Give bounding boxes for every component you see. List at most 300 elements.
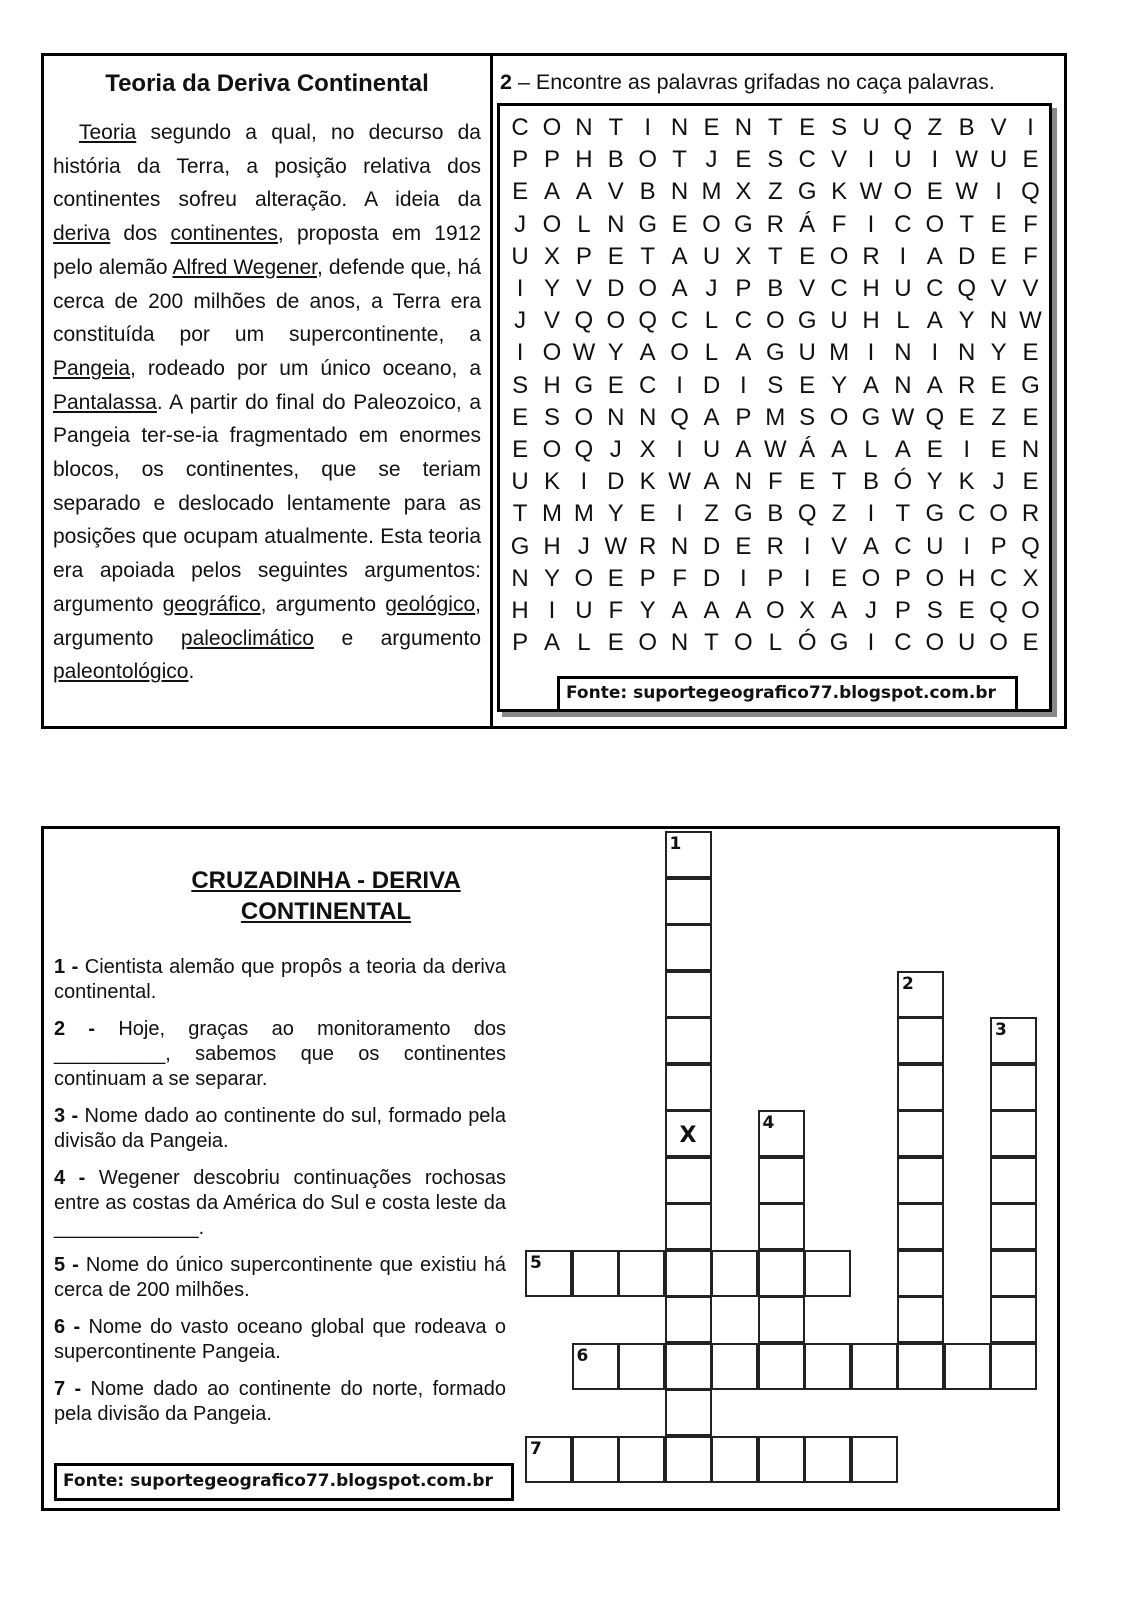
wordsearch-letter[interactable]: Q [957,275,977,302]
wordsearch-letter[interactable]: E [639,500,656,528]
wordsearch-letter[interactable]: P [767,564,784,592]
wordsearch-letter[interactable]: Z [927,114,943,141]
wordsearch-letter[interactable]: H [543,371,561,399]
wordsearch-letter[interactable]: P [735,403,752,431]
wordsearch-letter[interactable]: Y [990,339,1007,367]
wordsearch-letter[interactable]: B [767,275,784,302]
wordsearch-letter[interactable]: E [735,146,752,174]
crossword-cell[interactable] [665,1203,712,1250]
wordsearch-letter[interactable]: Q [797,500,817,528]
wordsearch-letter[interactable]: R [639,532,657,560]
wordsearch-letter[interactable]: H [862,307,880,335]
wordsearch-letter[interactable]: U [511,468,529,496]
wordsearch-letter[interactable]: O [542,114,562,141]
wordsearch-letter[interactable]: I [867,339,875,367]
crossword-cell[interactable] [804,1436,851,1483]
wordsearch-letter[interactable]: N [670,532,689,560]
wordsearch-letter[interactable]: V [607,178,624,206]
wordsearch-letter[interactable]: A [926,242,943,270]
wordsearch-letter[interactable]: O [542,339,562,367]
wordsearch-letter[interactable]: O [925,629,945,657]
wordsearch-letter[interactable]: E [607,564,624,592]
wordsearch-letter[interactable]: X [639,436,656,463]
wordsearch-letter[interactable]: V [543,307,560,335]
crossword-cell[interactable] [665,971,712,1018]
wordsearch-letter[interactable]: G [797,307,817,335]
wordsearch-letter[interactable]: Q [638,307,658,335]
wordsearch-letter[interactable]: H [511,597,529,624]
crossword-cell[interactable] [618,1250,665,1297]
wordsearch-letter[interactable]: O [765,597,785,624]
wordsearch-letter[interactable]: I [1027,114,1034,141]
wordsearch-letter[interactable]: V [831,146,848,174]
crossword-cell[interactable] [711,1436,758,1483]
wordsearch-letter[interactable]: L [704,339,719,367]
wordsearch-letter[interactable]: A [703,597,720,624]
wordsearch-letter[interactable]: C [670,307,689,335]
wordsearch-letter[interactable]: O [574,564,594,592]
wordsearch-letter[interactable]: L [864,436,878,463]
wordsearch-letter[interactable]: Q [670,403,689,431]
wordsearch-letter[interactable]: S [543,403,560,431]
crossword-cell[interactable] [572,1436,619,1483]
wordsearch-letter[interactable]: W [859,178,883,206]
wordsearch-letter[interactable]: D [607,275,625,302]
wordsearch-letter[interactable]: R [766,210,784,238]
crossword-cell[interactable] [897,1250,944,1297]
wordsearch-letter[interactable]: X [1022,564,1039,592]
wordsearch-letter[interactable]: N [639,403,657,431]
wordsearch-letter[interactable]: I [867,146,875,174]
wordsearch-letter[interactable]: O [638,146,658,174]
wordsearch-letter[interactable]: G [734,210,753,238]
crossword-cell[interactable] [990,1203,1037,1250]
wordsearch-letter[interactable]: I [740,371,747,399]
wordsearch-letter[interactable]: U [798,339,816,367]
wordsearch-letter[interactable]: S [512,371,529,399]
wordsearch-letter[interactable]: M [701,178,722,206]
wordsearch-letter[interactable]: J [577,532,590,560]
wordsearch-letter[interactable]: N [958,339,976,367]
wordsearch-letter[interactable]: C [958,500,976,528]
wordsearch-letter[interactable]: M [573,500,594,528]
wordsearch-letter[interactable]: O [702,210,721,238]
wordsearch-letter[interactable]: B [767,500,784,528]
wordsearch-letter[interactable]: U [702,242,721,270]
wordsearch-letter[interactable]: G [510,532,530,560]
wordsearch-letter[interactable]: M [829,339,850,367]
wordsearch-letter[interactable]: E [831,564,848,592]
crossword-cell[interactable] [572,1250,619,1297]
wordsearch-letter[interactable]: D [958,242,976,270]
wordsearch-letter[interactable]: O [638,629,658,657]
wordsearch-letter[interactable]: C [989,564,1008,592]
wordsearch-letter[interactable]: W [604,532,628,560]
wordsearch-letter[interactable]: N [511,564,529,592]
wordsearch-letter[interactable]: T [895,500,911,528]
wordsearch-letter[interactable]: Q [925,403,945,431]
wordsearch-letter[interactable]: W [572,339,596,367]
wordsearch-letter[interactable]: P [894,597,911,624]
wordsearch-letter[interactable]: N [894,339,912,367]
wordsearch-letter[interactable]: Y [831,371,848,399]
wordsearch-letter[interactable]: A [862,532,879,560]
wordsearch-letter[interactable]: S [831,114,848,141]
wordsearch-letter[interactable]: J [514,210,527,238]
wordsearch-letter[interactable]: A [703,468,720,496]
wordsearch-letter[interactable]: T [767,114,783,141]
crossword-cell[interactable] [851,1343,898,1390]
wordsearch-letter[interactable]: U [830,307,848,335]
wordsearch-letter[interactable]: C [894,532,912,560]
crossword-cell[interactable] [665,1110,712,1157]
wordsearch-letter[interactable]: L [768,629,782,657]
wordsearch-letter[interactable]: W [891,403,915,431]
wordsearch-letter[interactable]: D [702,371,721,399]
wordsearch-letter[interactable]: F [831,210,847,238]
wordsearch-letter[interactable]: E [1022,146,1039,174]
wordsearch-letter[interactable]: E [958,403,975,431]
wordsearch-letter[interactable]: I [867,210,875,238]
wordsearch-letter[interactable]: A [735,436,752,463]
wordsearch-letter[interactable]: T [767,242,783,270]
wordsearch-letter[interactable]: X [543,242,560,270]
wordsearch-letter[interactable]: S [767,146,784,174]
wordsearch-letter[interactable]: E [926,436,943,463]
crossword-cell[interactable] [758,1250,805,1297]
crossword-cell[interactable] [665,1250,712,1297]
wordsearch-letter[interactable]: B [862,468,879,496]
crossword-cell[interactable] [897,1296,944,1343]
wordsearch-letter[interactable]: W [763,436,787,463]
wordsearch-letter[interactable]: O [670,339,689,367]
wordsearch-letter[interactable]: L [896,307,910,335]
wordsearch-letter[interactable]: E [958,597,975,624]
wordsearch-letter[interactable]: O [542,210,562,238]
wordsearch-letter[interactable]: J [705,146,718,174]
wordsearch-letter[interactable]: K [543,468,560,496]
wordsearch-letter[interactable]: P [575,242,592,270]
wordsearch-letter[interactable]: U [511,242,529,270]
crossword-cell[interactable] [665,1343,712,1390]
wordsearch-letter[interactable]: E [703,114,720,141]
wordsearch-letter[interactable]: P [990,532,1007,560]
wordsearch-letter[interactable]: E [799,468,816,496]
wordsearch-letter[interactable]: I [516,339,524,367]
wordsearch-letter[interactable]: V [990,114,1007,141]
wordsearch-letter[interactable]: G [638,210,658,238]
wordsearch-letter[interactable]: B [639,178,656,206]
wordsearch-letter[interactable]: P [735,275,752,302]
wordsearch-letter[interactable]: F [1023,242,1038,270]
wordsearch-letter[interactable]: P [512,146,529,174]
wordsearch-letter[interactable]: N [575,114,593,141]
crossword-cell[interactable] [618,1436,665,1483]
crossword-cell[interactable] [944,1343,991,1390]
wordsearch-letter[interactable]: C [734,307,753,335]
wordsearch-letter[interactable]: I [931,146,939,174]
wordsearch-letter[interactable]: Z [704,500,719,528]
wordsearch-letter[interactable]: E [1022,629,1039,657]
wordsearch-letter[interactable]: I [963,436,971,463]
wordsearch-letter[interactable]: X [799,597,816,624]
wordsearch-letter[interactable]: D [607,468,625,496]
wordsearch-letter[interactable]: W [1019,307,1042,335]
wordsearch-letter[interactable]: C [894,210,912,238]
wordsearch-letter[interactable]: U [575,597,593,624]
wordsearch-letter[interactable]: A [831,436,848,463]
wordsearch-letter[interactable]: F [608,597,624,624]
wordsearch-letter[interactable]: E [990,371,1007,399]
wordsearch-letter[interactable]: Z [767,178,783,206]
wordsearch-letter[interactable]: A [735,597,752,624]
wordsearch-letter[interactable]: M [765,403,786,431]
wordsearch-letter[interactable]: E [926,178,943,206]
crossword-cell[interactable] [618,1343,665,1390]
wordsearch-letter[interactable]: N [734,468,753,496]
wordsearch-letter[interactable]: N [607,210,625,238]
crossword-cell[interactable] [897,1157,944,1204]
wordsearch-letter[interactable]: I [803,532,811,560]
crossword-cell[interactable] [804,1250,851,1297]
crossword-cell[interactable] [758,1203,805,1250]
wordsearch-letter[interactable]: N [894,371,912,399]
wordsearch-letter[interactable]: C [830,275,848,302]
wordsearch-letter[interactable]: N [734,114,753,141]
wordsearch-letter[interactable]: E [512,403,529,431]
wordsearch-letter[interactable]: L [577,210,591,238]
crossword-cell[interactable] [897,1017,944,1064]
crossword-cell[interactable] [897,1110,944,1157]
wordsearch-letter[interactable]: Y [607,500,624,528]
crossword-cell[interactable] [758,1343,805,1390]
wordsearch-letter[interactable]: O [765,307,785,335]
wordsearch-letter[interactable]: H [958,564,976,592]
wordsearch-letter[interactable]: G [925,500,945,528]
crossword-cell[interactable] [897,1064,944,1111]
wordsearch-letter[interactable]: J [864,597,877,624]
wordsearch-letter[interactable]: E [671,210,688,238]
wordsearch-letter[interactable]: Y [639,597,656,624]
wordsearch-letter[interactable]: B [958,114,975,141]
crossword-cell[interactable] [990,1296,1037,1343]
crossword-cell[interactable] [665,1436,712,1483]
wordsearch-letter[interactable]: C [798,146,816,174]
wordsearch-letter[interactable]: V [1022,275,1039,302]
wordsearch-letter[interactable]: R [1021,500,1040,528]
crossword-cell[interactable] [665,924,712,971]
wordsearch-letter[interactable]: A [703,403,720,431]
wordsearch-letter[interactable]: P [639,564,656,592]
wordsearch-letter[interactable]: Á [799,210,816,238]
wordsearch-letter[interactable]: C [639,371,657,399]
wordsearch-letter[interactable]: W [955,178,979,206]
crossword-cell[interactable] [711,1343,758,1390]
wordsearch-letter[interactable]: E [799,114,816,141]
wordsearch-letter[interactable]: J [609,436,622,463]
crossword-cell[interactable] [851,1436,898,1483]
crossword-cell[interactable] [525,1250,572,1297]
wordsearch-letter[interactable]: A [894,436,911,463]
wordsearch-letter[interactable]: S [926,597,943,624]
wordsearch-letter[interactable]: X [735,242,752,270]
crossword-cell[interactable] [665,1064,712,1111]
wordsearch-letter[interactable]: Q [574,436,594,463]
wordsearch-letter[interactable]: S [799,403,816,431]
wordsearch-letter[interactable]: H [543,532,561,560]
wordsearch-letter[interactable]: U [958,629,976,657]
wordsearch-letter[interactable]: E [607,629,624,657]
wordsearch-letter[interactable]: K [958,468,975,496]
wordsearch-letter[interactable]: I [803,564,811,592]
crossword-cell[interactable] [897,1343,944,1390]
wordsearch-letter[interactable]: G [861,403,881,431]
wordsearch-letter[interactable]: Z [991,403,1006,431]
wordsearch-letter[interactable]: Q [893,114,913,141]
crossword-cell[interactable] [711,1250,758,1297]
wordsearch-letter[interactable]: O [989,629,1008,657]
crossword-cell[interactable] [665,1389,712,1436]
crossword-cell[interactable] [990,1017,1037,1064]
crossword-cell[interactable] [665,1296,712,1343]
wordsearch-letter[interactable]: A [543,178,560,206]
wordsearch-letter[interactable]: X [735,178,752,206]
wordsearch-letter[interactable]: V [575,275,592,302]
crossword-cell[interactable] [758,1296,805,1343]
wordsearch-letter[interactable]: V [990,275,1007,302]
crossword-cell[interactable] [758,1436,805,1483]
wordsearch-letter[interactable]: O [829,403,849,431]
wordsearch-letter[interactable]: I [676,500,683,528]
wordsearch-letter[interactable]: V [799,275,816,302]
wordsearch-letter[interactable]: F [1023,210,1038,238]
wordsearch-letter[interactable]: A [671,242,688,270]
wordsearch-letter[interactable]: G [829,629,849,657]
crossword-cell[interactable] [990,1157,1037,1204]
wordsearch-letter[interactable]: N [670,114,689,141]
wordsearch-letter[interactable]: I [995,178,1002,206]
wordsearch-letter[interactable]: C [926,275,944,302]
wordsearch-letter[interactable]: Y [543,275,560,302]
wordsearch-letter[interactable]: V [831,532,848,560]
wordsearch-letter[interactable]: E [990,242,1007,270]
wordsearch-letter[interactable]: Z [831,500,847,528]
wordsearch-letter[interactable]: A [862,371,879,399]
wordsearch-letter[interactable]: I [867,629,875,657]
crossword-cell[interactable] [990,1343,1037,1390]
wordsearch-letter[interactable]: I [580,468,588,496]
crossword-cell[interactable] [665,831,712,878]
wordsearch-letter[interactable]: E [799,242,816,270]
wordsearch-letter[interactable]: E [1022,403,1039,431]
wordsearch-letter[interactable]: I [644,114,652,141]
wordsearch-letter[interactable]: Y [543,564,560,592]
wordsearch-letter[interactable]: I [963,532,971,560]
wordsearch-letter[interactable]: N [607,403,625,431]
wordsearch-letter[interactable]: E [1022,339,1039,367]
wordsearch-letter[interactable]: N [1021,436,1040,463]
wordsearch-letter[interactable]: G [1021,371,1040,399]
wordsearch-letter[interactable]: S [767,371,784,399]
wordsearch-letter[interactable]: T [704,629,719,657]
wordsearch-letter[interactable]: G [734,500,753,528]
wordsearch-letter[interactable]: R [862,242,880,270]
wordsearch-letter[interactable]: T [640,242,656,270]
wordsearch-letter[interactable]: H [862,275,880,302]
wordsearch-letter[interactable]: U [894,146,912,174]
wordsearch-letter[interactable]: O [606,307,626,335]
wordsearch-letter[interactable]: O [542,436,562,463]
wordsearch-letter[interactable]: O [829,242,849,270]
wordsearch-letter[interactable]: G [765,339,785,367]
wordsearch-letter[interactable]: J [992,468,1005,496]
wordsearch-letter[interactable]: O [989,500,1008,528]
wordsearch-letter[interactable]: G [574,371,594,399]
crossword-cell[interactable] [665,1017,712,1064]
wordsearch-letter[interactable]: D [702,532,721,560]
wordsearch-letter[interactable]: C [894,629,912,657]
wordsearch-letter[interactable]: O [893,178,913,206]
wordsearch-letter[interactable]: M [541,500,562,528]
wordsearch-letter[interactable]: Á [799,436,816,463]
wordsearch-letter[interactable]: J [514,307,527,335]
wordsearch-letter[interactable]: T [959,210,975,238]
wordsearch-letter[interactable]: I [740,564,747,592]
wordsearch-letter[interactable]: A [575,178,592,206]
crossword-cell[interactable] [990,1064,1037,1111]
wordsearch-letter[interactable]: W [955,146,979,174]
crossword-cell[interactable] [990,1110,1037,1157]
wordsearch-letter[interactable]: O [1021,597,1040,624]
wordsearch-letter[interactable]: Y [958,307,975,335]
wordsearch-letter[interactable]: T [512,500,528,528]
wordsearch-letter[interactable]: A [543,629,560,657]
wordsearch-letter[interactable]: L [577,629,591,657]
wordsearch-letter[interactable]: F [767,468,783,496]
wordsearch-letter[interactable]: A [735,339,752,367]
wordsearch-letter[interactable]: Q [574,307,594,335]
wordsearch-letter[interactable]: E [512,178,529,206]
wordsearch-letter[interactable]: I [899,242,907,270]
crossword-cell[interactable] [897,1203,944,1250]
wordsearch-letter[interactable]: W [668,468,691,496]
wordsearch-letter[interactable]: A [639,339,656,367]
wordsearch-letter[interactable]: T [831,468,847,496]
wordsearch-letter[interactable]: Q [1021,178,1040,206]
wordsearch-letter[interactable]: U [894,275,912,302]
wordsearch-letter[interactable]: I [676,436,683,463]
wordsearch-letter[interactable]: T [608,114,624,141]
wordsearch-letter[interactable]: E [1022,468,1039,496]
crossword-cell[interactable] [525,1436,572,1483]
wordsearch-letter[interactable]: U [989,146,1008,174]
wordsearch-letter[interactable]: P [512,629,529,657]
wordsearch-letter[interactable]: P [543,146,560,174]
wordsearch-letter[interactable]: O [638,275,658,302]
wordsearch-letter[interactable]: I [867,500,875,528]
wordsearch-letter[interactable]: O [861,564,881,592]
crossword-cell[interactable] [665,1157,712,1204]
wordsearch-letter[interactable]: E [799,371,816,399]
wordsearch-letter[interactable]: N [989,307,1008,335]
wordsearch-letter[interactable]: R [958,371,976,399]
wordsearch-letter[interactable]: A [671,597,688,624]
wordsearch-letter[interactable]: E [990,210,1007,238]
wordsearch-letter[interactable]: P [894,564,911,592]
wordsearch-letter[interactable]: O [574,403,594,431]
crossword-cell[interactable] [572,1343,619,1390]
crossword-cell[interactable] [758,1157,805,1204]
